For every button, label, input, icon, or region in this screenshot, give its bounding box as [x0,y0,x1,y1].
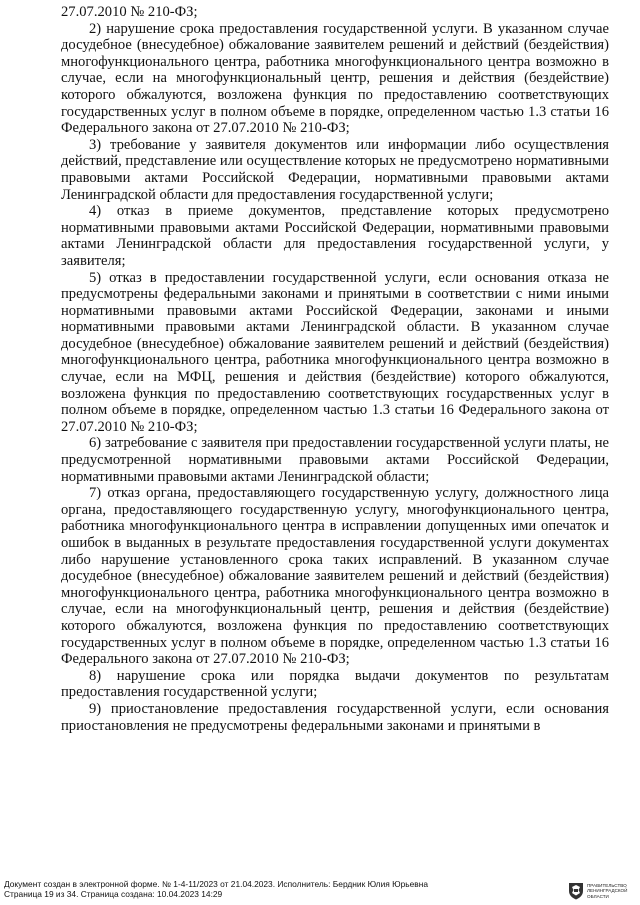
paragraph: 6) затребование с заявителя при предоставлении государственной услуги платы, не предусмотренной нормативными правовыми актами Российской Федерации, нормативными правовыми актами Ленинградской области; [61,435,609,485]
paragraph: 4) отказ в приеме документов, представление которых предусмотрено нормативными правовыми актами Российской Федерации, нормативными правовыми актами Ленинградской области для предоставления государственной услуги, у заявителя; [61,203,609,269]
coat-of-arms-icon [568,882,584,900]
logo-line: ЛЕНИНГРАДСКОЙ [587,888,628,894]
logo-line: ПРАВИТЕЛЬСТВО [587,882,627,888]
footer-line-page-info: Страница 19 из 34. Страница создана: 10.04.2023 14:29 [4,889,223,899]
government-logo [568,880,638,902]
logo-caption [587,883,627,899]
document-page [61,4,609,734]
footer-line-document-info: Документ создан в электронной форме. № 1-4-11/2023 от 21.04.2023. Исполнитель: Бердник Юлия Юрьевна [4,879,428,889]
logo-line: ОБЛАСТИ [587,893,609,899]
paragraph: 9) приостановление предоставления государственной услуги, если основания приостановления не предусмотрены федеральными законами и принятыми в [61,700,609,734]
paragraph: 3) требование у заявителя документов или информации либо осуществления действий, представление или осуществление которых не предусмотрено нормативными правовыми актами Российской Федерации, нормативными правовыми актами Ленинградской области для предоставления государственной услуги; [61,136,609,203]
paragraph: 8) нарушение срока или порядка выдачи документов по результатам предоставления государственной услуги; [61,667,609,701]
document-footer [4,879,564,899]
paragraph: 2) нарушение срока предоставления государственной услуги. В указанном случае досудебное (внесудебное) обжалование заявителем решений и действий (бездействия) многофункционального центра, работника многофункционального центра возможно в случае, если на многофункциональный центр, решения и действия (бездействие) которого обжалуются, возложена функция по предоставлению соответствующих государственных услуг в полном объеме в порядке, определенном частью 1.3 статьи 16 Федерального закона от 27.07.2010 № 210-ФЗ; [61,20,609,137]
paragraph: 5) отказ в предоставлении государственной услуги, если основания отказа не предусмотрены федеральными законами и принятыми в соответствии с ними иными нормативными правовыми актами Российской Федерации, законами и иными нормативными правовыми актами Ленинградской области. В указанном случае досудебное (внесудебное) обжалование заявителем решений и действий (бездействия) многофункционального центра, работника многофункционального центра возможно в случае, если на МФЦ, решения и действия (бездействие) которого обжалуются, возложена функция по предоставлению соответствующих государственных услуг в полном объеме в порядке, определенном частью 1.3 статьи 16 Федерального закона от 27.07.2010 № 210-ФЗ; [61,269,609,435]
paragraph: 7) отказ органа, предоставляющего государственную услугу, должностного лица органа, предоставляющего государственную услугу, многофункционального центра, работника многофункционального центра в исправлении допущенных ими опечаток и ошибок в выданных в результате предоставления государственной услуги документах либо нарушение установленного срока таких исправлений. В указанном случае досудебное (внесудебное) обжалование заявителем решений и действий (бездействия) многофункционального центра, работника многофункционального центра возможно в случае, если на многофункциональный центр, решения и действия (бездействие) которого обжалуются, возложена функция по предоставлению соответствующих государственных услуг в полном объеме в порядке, определенном частью 1.3 статьи 16 Федерального закона от 27.07.2010 № 210-ФЗ; [61,485,609,668]
paragraph: 27.07.2010 № 210-ФЗ; [61,4,198,20]
